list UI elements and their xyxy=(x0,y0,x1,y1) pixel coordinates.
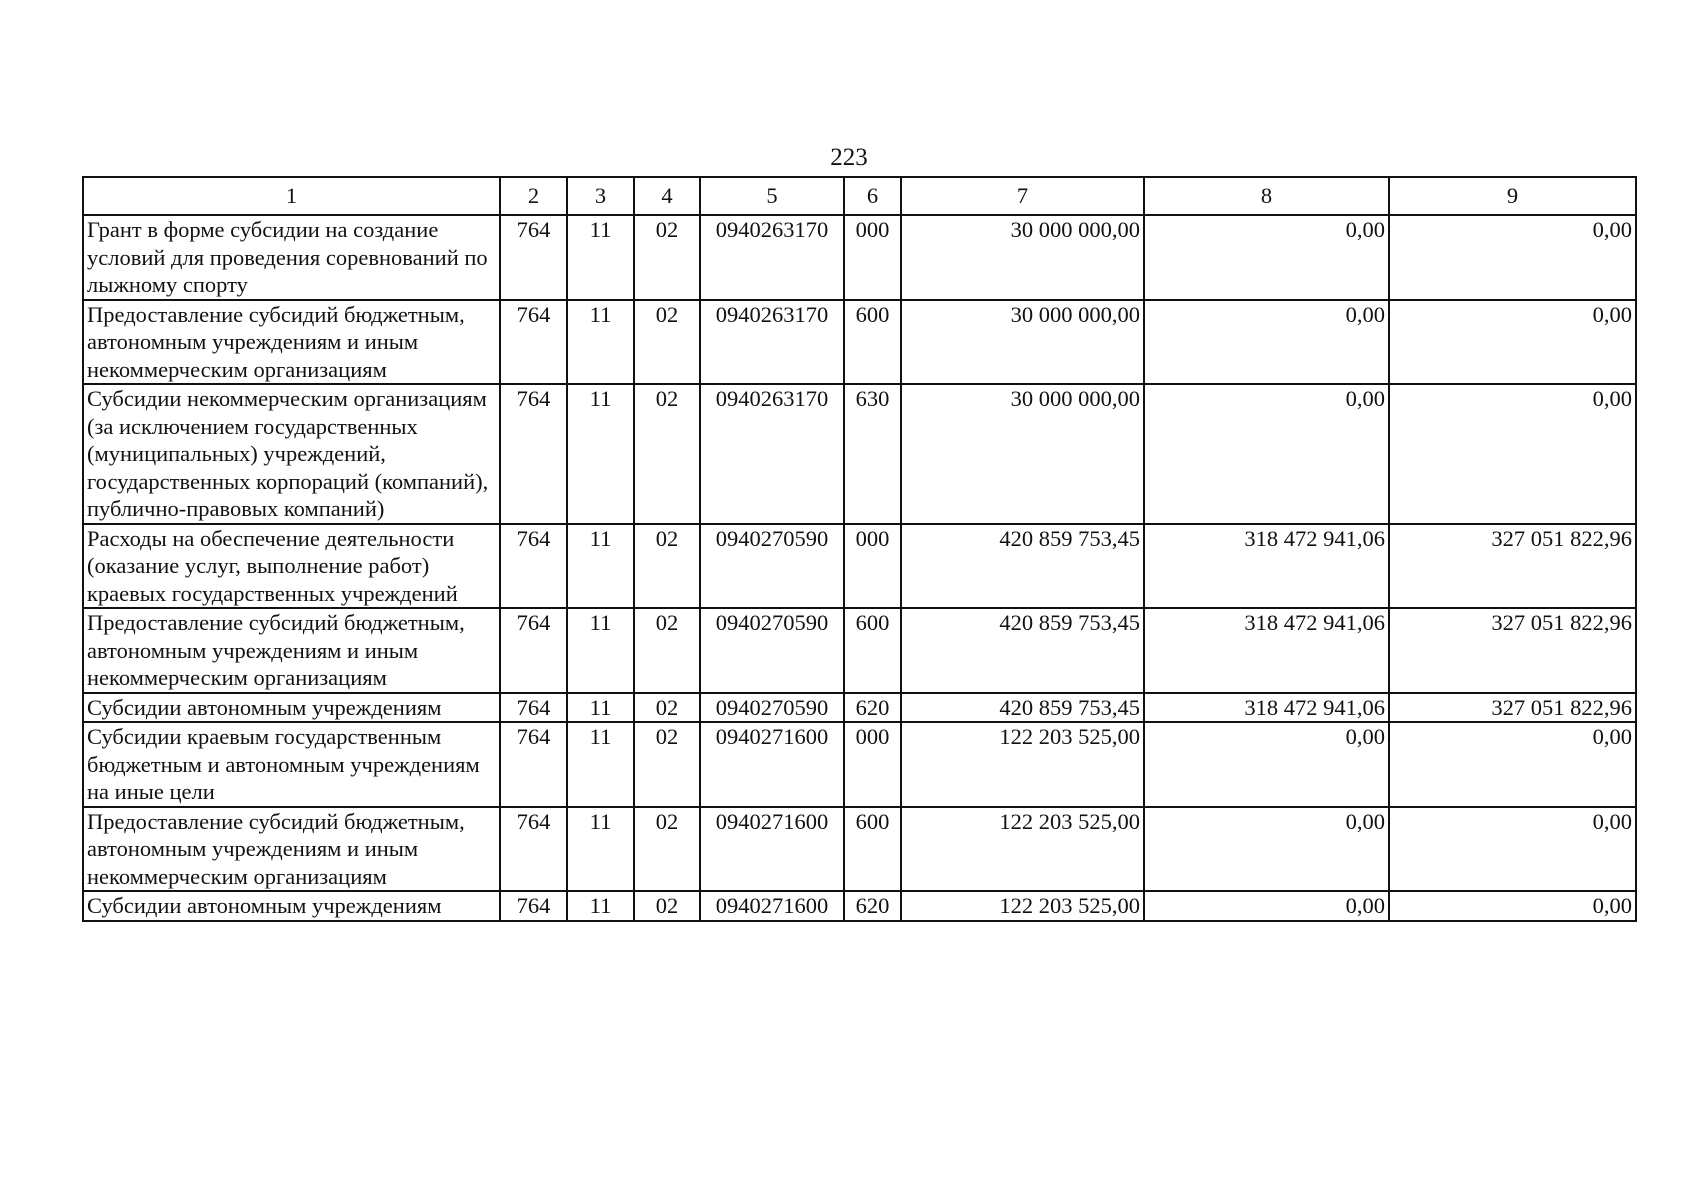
subsection-code: 02 xyxy=(634,722,700,807)
target-article-code: 0940271600 xyxy=(700,722,844,807)
section-code: 11 xyxy=(567,891,634,921)
column-header: 8 xyxy=(1144,177,1389,215)
section-code: 11 xyxy=(567,608,634,693)
amount-col-8: 318 472 941,06 xyxy=(1144,524,1389,609)
expense-type-code: 600 xyxy=(844,807,901,892)
amount-col-7: 420 859 753,45 xyxy=(901,608,1144,693)
column-header: 6 xyxy=(844,177,901,215)
expense-type-code: 630 xyxy=(844,384,901,524)
amount-col-7: 420 859 753,45 xyxy=(901,524,1144,609)
target-article-code: 0940270590 xyxy=(700,524,844,609)
ministry-code: 764 xyxy=(500,891,567,921)
table-row xyxy=(83,693,1636,723)
column-header: 9 xyxy=(1389,177,1636,215)
expense-type-code: 600 xyxy=(844,300,901,385)
amount-col-8: 0,00 xyxy=(1144,891,1389,921)
amount-col-9: 327 051 822,96 xyxy=(1389,693,1636,723)
column-header: 7 xyxy=(901,177,1144,215)
table-row xyxy=(83,608,1636,693)
subsection-code: 02 xyxy=(634,693,700,723)
ministry-code: 764 xyxy=(500,215,567,300)
expense-name: Субсидии некоммерческим организациям (за исключением государственных (муниципальных) учреждений, государственных корпораций (компаний), публично-правовых компаний) xyxy=(83,384,500,524)
column-header: 3 xyxy=(567,177,634,215)
expense-name: Предоставление субсидий бюджетным, автономным учреждениям и иным некоммерческим организациям xyxy=(83,300,500,385)
header-row xyxy=(83,177,1636,215)
subsection-code: 02 xyxy=(634,807,700,892)
amount-col-8: 0,00 xyxy=(1144,384,1389,524)
ministry-code: 764 xyxy=(500,384,567,524)
ministry-code: 764 xyxy=(500,524,567,609)
expense-type-code: 000 xyxy=(844,722,901,807)
table-row xyxy=(83,524,1636,609)
subsection-code: 02 xyxy=(634,300,700,385)
expense-name: Предоставление субсидий бюджетным, автономным учреждениям и иным некоммерческим организациям xyxy=(83,807,500,892)
expense-name: Предоставление субсидий бюджетным, автономным учреждениям и иным некоммерческим организациям xyxy=(83,608,500,693)
amount-col-7: 122 203 525,00 xyxy=(901,722,1144,807)
ministry-code: 764 xyxy=(500,300,567,385)
expense-type-code: 620 xyxy=(844,693,901,723)
section-code: 11 xyxy=(567,215,634,300)
subsection-code: 02 xyxy=(634,524,700,609)
ministry-code: 764 xyxy=(500,693,567,723)
table-row xyxy=(83,722,1636,807)
amount-col-8: 0,00 xyxy=(1144,722,1389,807)
amount-col-9: 0,00 xyxy=(1389,722,1636,807)
subsection-code: 02 xyxy=(634,891,700,921)
ministry-code: 764 xyxy=(500,807,567,892)
expense-type-code: 000 xyxy=(844,524,901,609)
expense-type-code: 620 xyxy=(844,891,901,921)
expense-name: Грант в форме субсидии на создание условий для проведения соревнований по лыжному спорту xyxy=(83,215,500,300)
expense-name: Расходы на обеспечение деятельности (оказание услуг, выполнение работ) краевых государственных учреждений xyxy=(83,524,500,609)
subsection-code: 02 xyxy=(634,608,700,693)
expense-name: Субсидии краевым государственным бюджетным и автономным учреждениям на иные цели xyxy=(83,722,500,807)
section-code: 11 xyxy=(567,300,634,385)
column-header: 4 xyxy=(634,177,700,215)
ministry-code: 764 xyxy=(500,722,567,807)
column-header: 1 xyxy=(83,177,500,215)
column-header: 5 xyxy=(700,177,844,215)
expense-type-code: 600 xyxy=(844,608,901,693)
column-header: 2 xyxy=(500,177,567,215)
table-row xyxy=(83,891,1636,921)
section-code: 11 xyxy=(567,693,634,723)
amount-col-8: 0,00 xyxy=(1144,807,1389,892)
amount-col-8: 318 472 941,06 xyxy=(1144,608,1389,693)
amount-col-9: 327 051 822,96 xyxy=(1389,608,1636,693)
amount-col-9: 0,00 xyxy=(1389,384,1636,524)
section-code: 11 xyxy=(567,384,634,524)
expense-name: Субсидии автономным учреждениям xyxy=(83,891,500,921)
amount-col-8: 318 472 941,06 xyxy=(1144,693,1389,723)
table-row xyxy=(83,215,1636,300)
page-number: 223 xyxy=(830,144,868,171)
table-row xyxy=(83,300,1636,385)
expense-type-code: 000 xyxy=(844,215,901,300)
subsection-code: 02 xyxy=(634,384,700,524)
amount-col-7: 122 203 525,00 xyxy=(901,891,1144,921)
amount-col-9: 0,00 xyxy=(1389,300,1636,385)
amount-col-7: 30 000 000,00 xyxy=(901,300,1144,385)
amount-col-9: 0,00 xyxy=(1389,891,1636,921)
target-article-code: 0940263170 xyxy=(700,384,844,524)
expense-name: Субсидии автономным учреждениям xyxy=(83,693,500,723)
budget-table xyxy=(82,176,1637,922)
target-article-code: 0940270590 xyxy=(700,608,844,693)
amount-col-8: 0,00 xyxy=(1144,300,1389,385)
amount-col-9: 327 051 822,96 xyxy=(1389,524,1636,609)
amount-col-9: 0,00 xyxy=(1389,807,1636,892)
amount-col-7: 122 203 525,00 xyxy=(901,807,1144,892)
amount-col-7: 30 000 000,00 xyxy=(901,384,1144,524)
target-article-code: 0940263170 xyxy=(700,300,844,385)
amount-col-8: 0,00 xyxy=(1144,215,1389,300)
table-row xyxy=(83,807,1636,892)
ministry-code: 764 xyxy=(500,608,567,693)
section-code: 11 xyxy=(567,524,634,609)
subsection-code: 02 xyxy=(634,215,700,300)
target-article-code: 0940271600 xyxy=(700,891,844,921)
target-article-code: 0940263170 xyxy=(700,215,844,300)
target-article-code: 0940270590 xyxy=(700,693,844,723)
table-row xyxy=(83,384,1636,524)
amount-col-7: 420 859 753,45 xyxy=(901,693,1144,723)
amount-col-9: 0,00 xyxy=(1389,215,1636,300)
section-code: 11 xyxy=(567,807,634,892)
target-article-code: 0940271600 xyxy=(700,807,844,892)
amount-col-7: 30 000 000,00 xyxy=(901,215,1144,300)
section-code: 11 xyxy=(567,722,634,807)
